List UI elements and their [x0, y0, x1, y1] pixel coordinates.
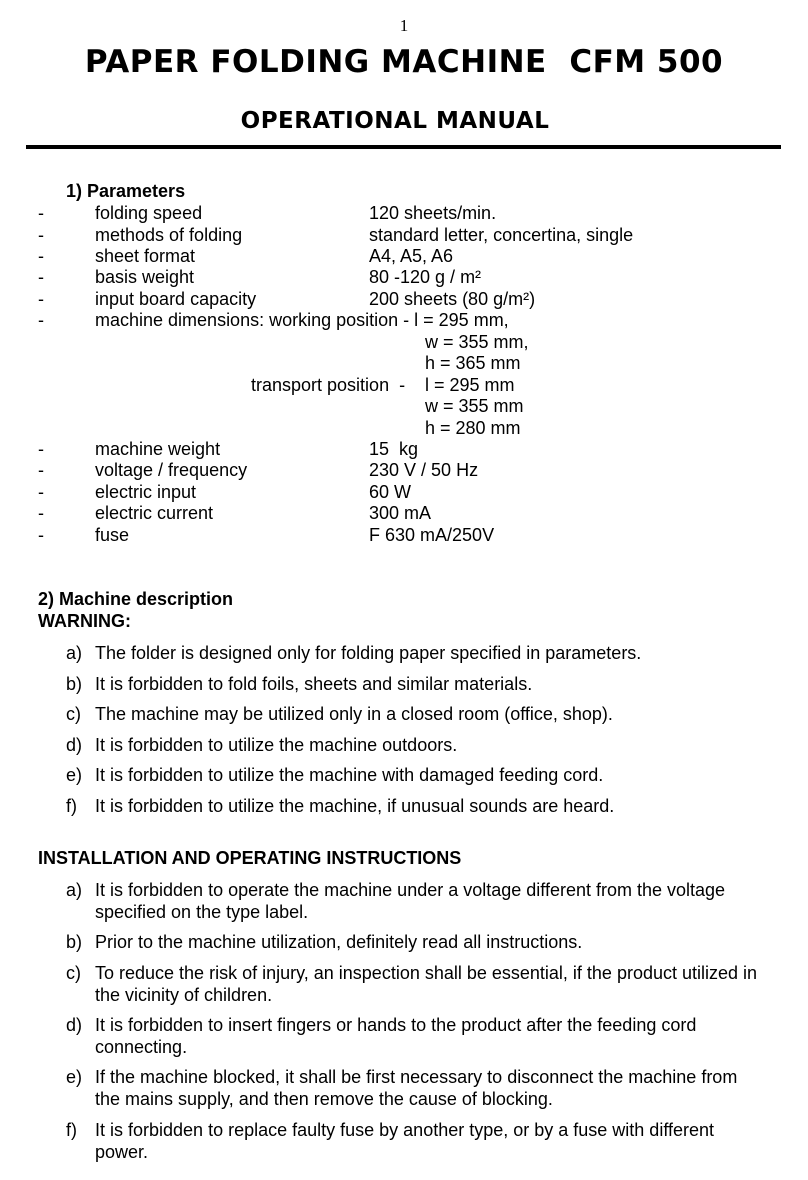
list-item-label: f) — [66, 1120, 77, 1140]
param-label-folding-speed: folding speed — [95, 203, 203, 223]
list-item-label: c) — [66, 963, 81, 983]
param-dash: - — [38, 503, 44, 523]
list-item-label: d) — [66, 735, 83, 755]
param-label-fuse: fuse — [95, 525, 130, 545]
param-value-sheet-format: A4, A5, A6 — [369, 246, 454, 266]
list-item-label: f) — [66, 796, 77, 816]
param-value-transport-w: w = 355 mm — [425, 396, 524, 416]
list-item — [66, 703, 766, 725]
list-item-label: e) — [66, 765, 83, 785]
param-dash: - — [38, 246, 44, 266]
page-number: 1 — [399, 16, 409, 35]
list-item-text: It is forbidden to fold foils, sheets and similar materials. — [95, 674, 533, 694]
list-item — [66, 1119, 766, 1163]
list-item — [66, 795, 766, 817]
document-subtitle: OPERATIONAL MANUAL — [240, 108, 550, 134]
list-item — [66, 931, 766, 953]
param-label-electric-current: electric current — [95, 503, 214, 523]
list-item-text: It is forbidden to insert fingers or hands to the product after the feeding cord connecting. — [95, 1015, 697, 1057]
list-item-text: Prior to the machine utilization, definitely read all instructions. — [95, 932, 583, 952]
list-item-label: b) — [66, 674, 83, 694]
param-dash: - — [38, 482, 44, 502]
title-divider — [26, 145, 781, 149]
list-item-label: a) — [66, 880, 83, 900]
param-label-weight: machine weight — [95, 439, 221, 459]
list-item-text: If the machine blocked, it shall be first necessary to disconnect the machine from the mains supply, and then remove the cause of blocking. — [95, 1067, 738, 1109]
param-value-working-h: h = 365 mm — [425, 353, 521, 373]
param-label-transport: transport position - — [251, 375, 406, 395]
description-heading: 2) Machine description — [38, 589, 234, 609]
param-value-weight: 15 kg — [369, 439, 419, 459]
list-item-text: The machine may be utilized only in a closed room (office, shop). — [95, 704, 613, 724]
list-item-text: It is forbidden to utilize the machine outdoors. — [95, 735, 458, 755]
list-item-text: The folder is designed only for folding paper specified in parameters. — [95, 643, 642, 663]
param-label-methods: methods of folding — [95, 225, 243, 245]
param-label-voltage: voltage / frequency — [95, 460, 248, 480]
param-dash: - — [38, 460, 44, 480]
param-dash: - — [38, 310, 44, 330]
param-label-basis-weight: basis weight — [95, 267, 195, 287]
list-item-text: It is forbidden to replace faulty fuse by another type, or by a fuse with different power. — [95, 1120, 715, 1162]
param-dash: - — [38, 267, 44, 287]
param-dash: - — [38, 203, 44, 223]
param-value-basis-weight: 80 -120 g / m² — [369, 267, 482, 287]
param-value-working-w: w = 355 mm, — [425, 332, 529, 352]
param-value-fuse: F 630 mA/250V — [369, 525, 495, 545]
list-item-text: It is forbidden to operate the machine under a voltage different from the voltage specified on the type label. — [95, 880, 726, 922]
param-value-folding-speed: 120 sheets/min. — [369, 203, 497, 223]
list-item — [66, 734, 766, 756]
param-dash: - — [38, 289, 44, 309]
list-item — [66, 1066, 766, 1110]
parameters-heading: 1) Parameters — [66, 181, 186, 201]
param-value-electric-input: 60 W — [369, 482, 412, 502]
list-item-label: c) — [66, 704, 81, 724]
param-value-transport-h: h = 280 mm — [425, 418, 521, 438]
param-value-voltage: 230 V / 50 Hz — [369, 460, 479, 480]
list-item — [66, 879, 766, 923]
list-item — [66, 673, 766, 695]
param-label-sheet-format: sheet format — [95, 246, 196, 266]
param-label-dimensions: machine dimensions: working position - l = 295 mm, — [95, 310, 509, 330]
param-label-capacity: input board capacity — [95, 289, 257, 309]
list-item — [66, 764, 766, 786]
warning-label: WARNING: — [38, 611, 131, 631]
list-item — [66, 962, 766, 1006]
list-item-label: a) — [66, 643, 83, 663]
installation-heading: INSTALLATION AND OPERATING INSTRUCTIONS — [38, 848, 462, 868]
param-dash: - — [38, 525, 44, 545]
param-value-capacity: 200 sheets (80 g/m²) — [369, 289, 536, 309]
param-dash: - — [38, 439, 44, 459]
list-item-label: b) — [66, 932, 83, 952]
list-item-label: d) — [66, 1015, 83, 1035]
list-item — [66, 1014, 766, 1058]
param-label-electric-input: electric input — [95, 482, 197, 502]
document-title: PAPER FOLDING MACHINE CFM 500 — [84, 44, 724, 80]
list-item-label: e) — [66, 1067, 83, 1087]
param-value-transport-l: l = 295 mm — [425, 375, 515, 395]
list-item-text: It is forbidden to utilize the machine with damaged feeding cord. — [95, 765, 604, 785]
param-value-electric-current: 300 mA — [369, 503, 432, 523]
list-item-text: To reduce the risk of injury, an inspection shall be essential, if the product utilized in the vicinity of children. — [95, 963, 758, 1005]
param-dash: - — [38, 225, 44, 245]
list-item — [66, 642, 766, 664]
param-value-methods: standard letter, concertina, single — [369, 225, 634, 245]
list-item-text: It is forbidden to utilize the machine, if unusual sounds are heard. — [95, 796, 615, 816]
